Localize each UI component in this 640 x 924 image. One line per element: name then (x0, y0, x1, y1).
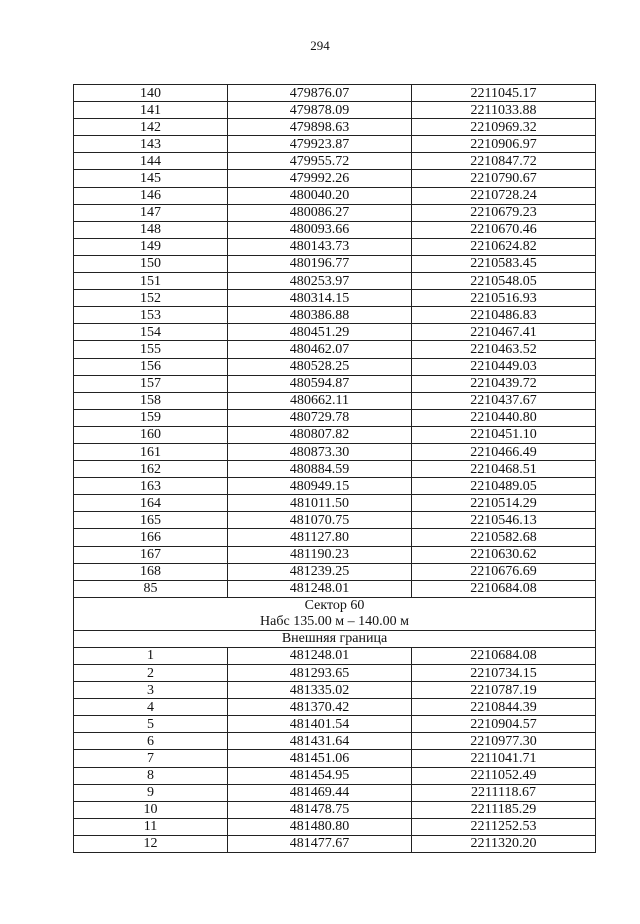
table-row (74, 512, 596, 529)
x-coordinate: 481070.75 (228, 512, 412, 529)
table-row (74, 801, 596, 818)
point-number: 153 (74, 307, 228, 324)
x-coordinate: 480662.11 (228, 392, 412, 409)
table-row (74, 358, 596, 375)
y-coordinate: 2210670.46 (412, 221, 596, 238)
table-row (74, 375, 596, 392)
point-number: 85 (74, 580, 228, 597)
table-row (74, 563, 596, 580)
y-coordinate: 2211185.29 (412, 801, 596, 818)
table-row (74, 170, 596, 187)
point-number: 155 (74, 341, 228, 358)
x-coordinate: 480451.29 (228, 324, 412, 341)
y-coordinate: 2210630.62 (412, 546, 596, 563)
y-coordinate: 2210679.23 (412, 204, 596, 221)
y-coordinate: 2210676.69 (412, 563, 596, 580)
x-coordinate: 480884.59 (228, 461, 412, 478)
point-number: 4 (74, 699, 228, 716)
x-coordinate: 480949.15 (228, 478, 412, 495)
point-number: 167 (74, 546, 228, 563)
table-row (74, 665, 596, 682)
table-row (74, 835, 596, 852)
y-coordinate: 2210734.15 (412, 665, 596, 682)
point-number: 6 (74, 733, 228, 750)
x-coordinate: 480314.15 (228, 290, 412, 307)
x-coordinate: 479992.26 (228, 170, 412, 187)
y-coordinate: 2210468.51 (412, 461, 596, 478)
x-coordinate: 480386.88 (228, 307, 412, 324)
x-coordinate: 481239.25 (228, 563, 412, 580)
y-coordinate: 2210728.24 (412, 187, 596, 204)
y-coordinate: 2210969.32 (412, 119, 596, 136)
y-coordinate: 2210847.72 (412, 153, 596, 170)
x-coordinate: 479898.63 (228, 119, 412, 136)
x-coordinate: 481011.50 (228, 495, 412, 512)
table-row (74, 187, 596, 204)
sector-row (74, 597, 596, 630)
point-number: 2 (74, 665, 228, 682)
table-row (74, 324, 596, 341)
point-number: 143 (74, 136, 228, 153)
point-number: 141 (74, 102, 228, 119)
x-coordinate: 481478.75 (228, 801, 412, 818)
point-number: 162 (74, 461, 228, 478)
sector-title: Сектор 60 (304, 597, 365, 613)
x-coordinate: 480086.27 (228, 204, 412, 221)
y-coordinate: 2210684.08 (412, 580, 596, 597)
x-coordinate: 481370.42 (228, 699, 412, 716)
x-coordinate: 481248.01 (228, 580, 412, 597)
table-row (74, 273, 596, 290)
point-number: 158 (74, 392, 228, 409)
point-number: 166 (74, 529, 228, 546)
point-number: 146 (74, 187, 228, 204)
x-coordinate: 480807.82 (228, 426, 412, 443)
y-coordinate: 2211045.17 (412, 85, 596, 102)
y-coordinate: 2210466.49 (412, 443, 596, 460)
table-row (74, 307, 596, 324)
point-number: 160 (74, 426, 228, 443)
point-number: 164 (74, 495, 228, 512)
table-body-after (74, 647, 596, 852)
point-number: 151 (74, 273, 228, 290)
y-coordinate: 2210546.13 (412, 512, 596, 529)
y-coordinate: 2210451.10 (412, 426, 596, 443)
table-row (74, 647, 596, 664)
x-coordinate: 479876.07 (228, 85, 412, 102)
x-coordinate: 481480.80 (228, 818, 412, 835)
table-row (74, 733, 596, 750)
table-row (74, 546, 596, 563)
x-coordinate: 481469.44 (228, 784, 412, 801)
y-coordinate: 2211252.53 (412, 818, 596, 835)
y-coordinate: 2211052.49 (412, 767, 596, 784)
sector-cell (74, 597, 596, 630)
y-coordinate: 2211320.20 (412, 835, 596, 852)
table-row (74, 495, 596, 512)
table-row (74, 136, 596, 153)
y-coordinate: 2210516.93 (412, 290, 596, 307)
x-coordinate: 481451.06 (228, 750, 412, 767)
point-number: 165 (74, 512, 228, 529)
point-number: 161 (74, 443, 228, 460)
point-number: 159 (74, 409, 228, 426)
y-coordinate: 2210787.19 (412, 682, 596, 699)
x-coordinate: 480729.78 (228, 409, 412, 426)
y-coordinate: 2210440.80 (412, 409, 596, 426)
point-number: 168 (74, 563, 228, 580)
point-number: 144 (74, 153, 228, 170)
point-number: 163 (74, 478, 228, 495)
y-coordinate: 2210486.83 (412, 307, 596, 324)
x-coordinate: 480253.97 (228, 273, 412, 290)
table-row (74, 682, 596, 699)
point-number: 11 (74, 818, 228, 835)
boundary-label: Внешняя граница (74, 630, 596, 647)
table-row (74, 119, 596, 136)
table-row (74, 153, 596, 170)
point-number: 12 (74, 835, 228, 852)
x-coordinate: 479878.09 (228, 102, 412, 119)
y-coordinate: 2210582.68 (412, 529, 596, 546)
sector-height: Набс 135.00 м – 140.00 м (260, 613, 409, 629)
y-coordinate: 2210514.29 (412, 495, 596, 512)
table-row (74, 716, 596, 733)
table-row (74, 238, 596, 255)
x-coordinate: 481431.64 (228, 733, 412, 750)
table-row (74, 818, 596, 835)
y-coordinate: 2211118.67 (412, 784, 596, 801)
page-number: 294 (310, 38, 330, 53)
y-coordinate: 2211041.71 (412, 750, 596, 767)
x-coordinate: 481477.67 (228, 835, 412, 852)
x-coordinate: 481190.23 (228, 546, 412, 563)
table-row (74, 102, 596, 119)
y-coordinate: 2210977.30 (412, 733, 596, 750)
point-number: 7 (74, 750, 228, 767)
y-coordinate: 2210844.39 (412, 699, 596, 716)
y-coordinate: 2211033.88 (412, 102, 596, 119)
x-coordinate: 481335.02 (228, 682, 412, 699)
table-row (74, 392, 596, 409)
point-number: 152 (74, 290, 228, 307)
table-row (74, 784, 596, 801)
sector-header (74, 597, 596, 647)
table-row (74, 204, 596, 221)
y-coordinate: 2210437.67 (412, 392, 596, 409)
x-coordinate: 480196.77 (228, 255, 412, 272)
point-number: 140 (74, 85, 228, 102)
x-coordinate: 481293.65 (228, 665, 412, 682)
x-coordinate: 479955.72 (228, 153, 412, 170)
table-row (74, 529, 596, 546)
coordinates-table (73, 84, 596, 853)
point-number: 10 (74, 801, 228, 818)
table-row (74, 426, 596, 443)
table-row (74, 290, 596, 307)
y-coordinate: 2210463.52 (412, 341, 596, 358)
table-body-before (74, 85, 596, 598)
table-row (74, 341, 596, 358)
table-row (74, 580, 596, 597)
point-number: 9 (74, 784, 228, 801)
y-coordinate: 2210467.41 (412, 324, 596, 341)
x-coordinate: 481401.54 (228, 716, 412, 733)
y-coordinate: 2210624.82 (412, 238, 596, 255)
point-number: 150 (74, 255, 228, 272)
y-coordinate: 2210449.03 (412, 358, 596, 375)
x-coordinate: 480040.20 (228, 187, 412, 204)
x-coordinate: 481248.01 (228, 647, 412, 664)
x-coordinate: 479923.87 (228, 136, 412, 153)
x-coordinate: 480143.73 (228, 238, 412, 255)
table-row (74, 85, 596, 102)
point-number: 145 (74, 170, 228, 187)
table-row (74, 409, 596, 426)
point-number: 157 (74, 375, 228, 392)
table-row (74, 750, 596, 767)
y-coordinate: 2210489.05 (412, 478, 596, 495)
point-number: 156 (74, 358, 228, 375)
x-coordinate: 481454.95 (228, 767, 412, 784)
point-number: 142 (74, 119, 228, 136)
point-number: 147 (74, 204, 228, 221)
y-coordinate: 2210790.67 (412, 170, 596, 187)
point-number: 149 (74, 238, 228, 255)
point-number: 3 (74, 682, 228, 699)
y-coordinate: 2210583.45 (412, 255, 596, 272)
y-coordinate: 2210906.97 (412, 136, 596, 153)
x-coordinate: 481127.80 (228, 529, 412, 546)
table-row (74, 461, 596, 478)
point-number: 154 (74, 324, 228, 341)
x-coordinate: 480528.25 (228, 358, 412, 375)
table-row (74, 255, 596, 272)
y-coordinate: 2210904.57 (412, 716, 596, 733)
y-coordinate: 2210684.08 (412, 647, 596, 664)
y-coordinate: 2210548.05 (412, 273, 596, 290)
x-coordinate: 480093.66 (228, 221, 412, 238)
point-number: 8 (74, 767, 228, 784)
table-row (74, 221, 596, 238)
table-row (74, 767, 596, 784)
table-row (74, 699, 596, 716)
table-row (74, 478, 596, 495)
x-coordinate: 480462.07 (228, 341, 412, 358)
x-coordinate: 480594.87 (228, 375, 412, 392)
table-row (74, 443, 596, 460)
point-number: 5 (74, 716, 228, 733)
boundary-row (74, 630, 596, 647)
point-number: 148 (74, 221, 228, 238)
x-coordinate: 480873.30 (228, 443, 412, 460)
y-coordinate: 2210439.72 (412, 375, 596, 392)
point-number: 1 (74, 647, 228, 664)
